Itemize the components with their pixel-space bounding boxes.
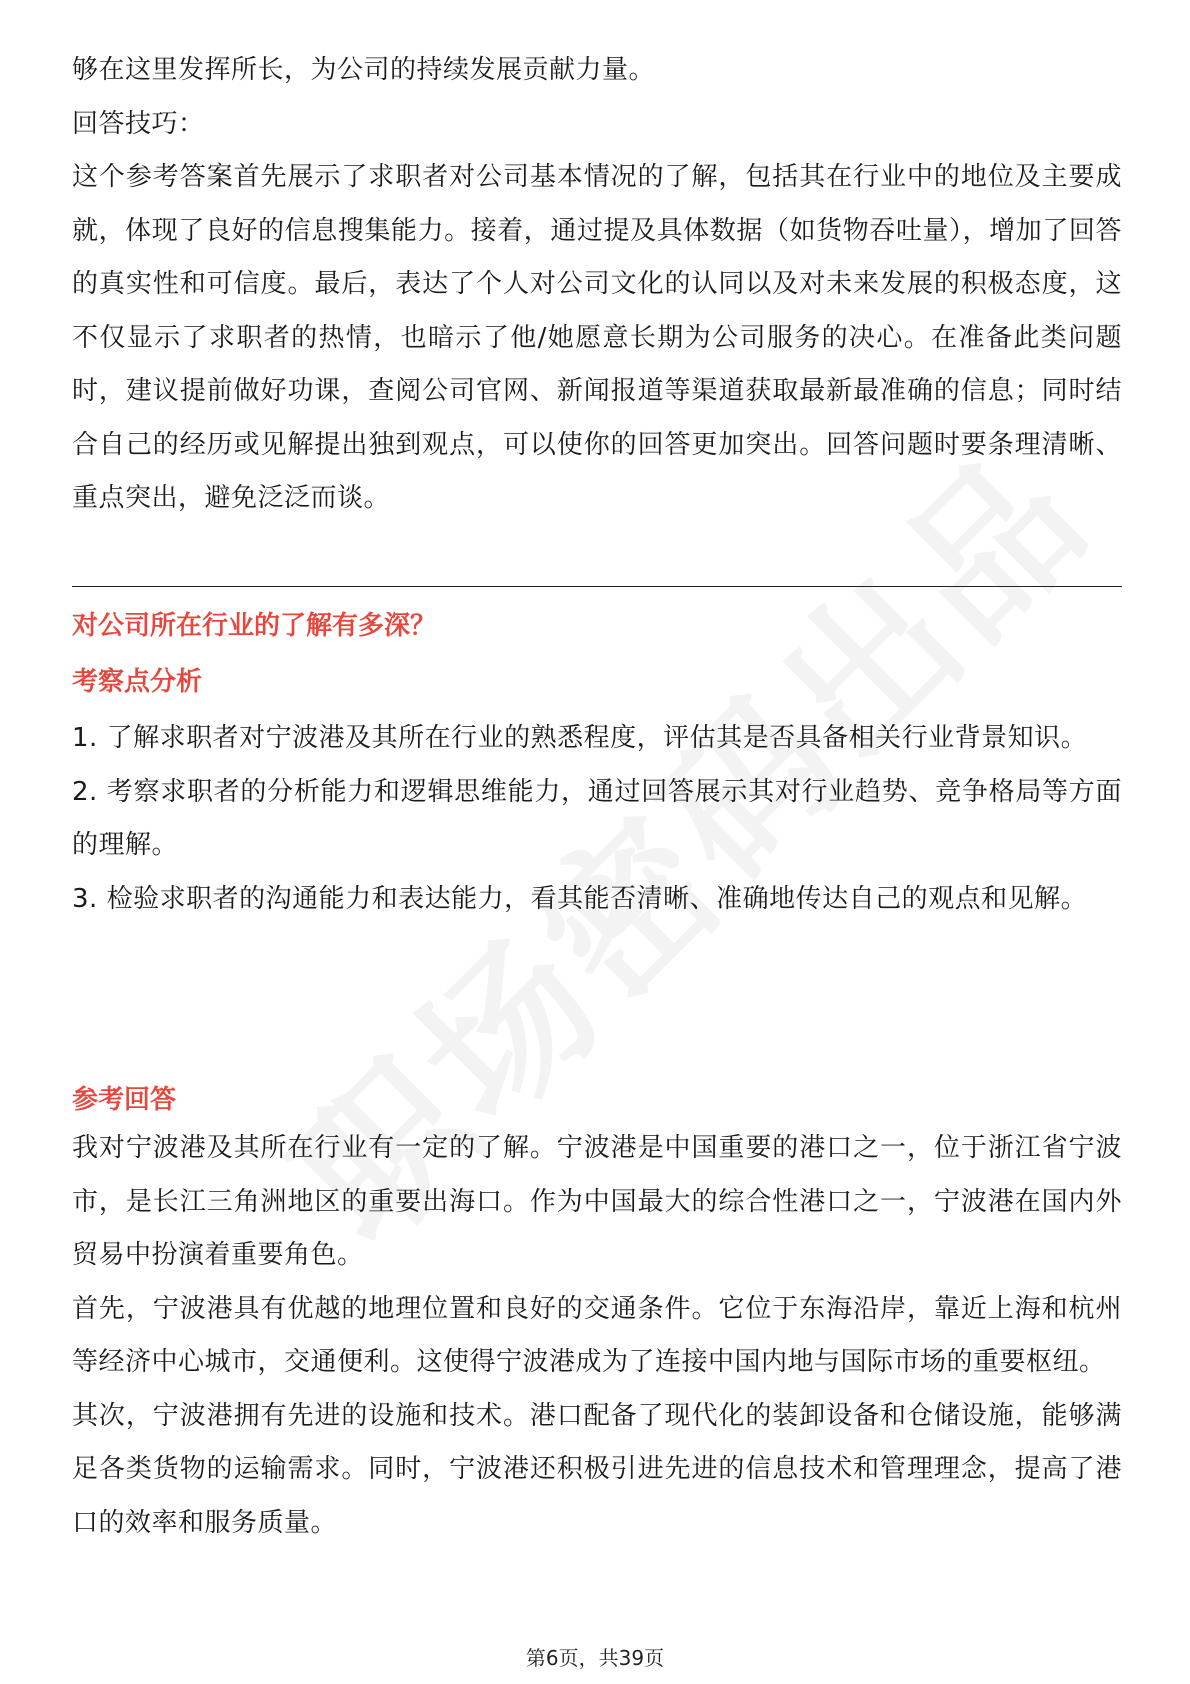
answer-heading: 参考回答 [72, 1085, 177, 1115]
tips-paragraph: 这个参考答案首先展示了求职者对公司基本情况的了解，包括其在行业中的地位及主要成就，体现了良好的信息搜集能力。接着，通过提及具体数据（如货物吞吐量），增加了回答的真实性和可信度。最后，表达了个人对公司文化的认同以及对未来发展的积极态度，这不仅显示了求职者的热情，也暗示了他/她愿意长期为公司服务的决心。在准备此类问题时，建议提前做好功课，查阅公司官网、新闻报道等渠道获取最新最准确的信息；同时结合自己的经历或见解提出独到观点，可以使你的回答更加突出。回答问题时要条理清晰、重点突出，避免泛泛而谈。 [72, 162, 1122, 513]
analysis-item: 3. 检验求职者的沟通能力和表达能力，看其能否清晰、准确地传达自己的观点和见解。 [72, 883, 1088, 914]
analysis-heading: 考察点分析 [72, 667, 203, 697]
question-heading: 对公司所在行业的了解有多深？ [72, 611, 437, 641]
paragraph-continuation: 够在这里发挥所长，为公司的持续发展贡献力量。 [72, 55, 656, 85]
analysis-list [72, 712, 1122, 926]
tips-label: 回答技巧： [72, 108, 205, 139]
section-divider [72, 586, 1122, 587]
top-section [72, 44, 1122, 526]
answer-paragraph: 首先，宁波港具有优越的地理位置和良好的交通条件。它位于东海沿岸，靠近上海和杭州等经济中心城市，交通便利。这使得宁波港成为了连接中国内地与国际市场的重要枢纽。 [72, 1293, 1122, 1377]
analysis-item: 1. 了解求职者对宁波港及其所在行业的熟悉程度，评估其是否具备相关行业背景知识。 [72, 723, 1088, 753]
answer-paragraph: 其次，宁波港拥有先进的设施和技术。港口配备了现代化的装卸设备和仓储设施，能够满足各类货物的运输需求。同时，宁波港还积极引进先进的信息技术和管理理念，提高了港口的效率和服务质量。 [72, 1400, 1122, 1538]
answer-body [72, 1122, 1122, 1550]
answer-paragraph: 我对宁波港及其所在行业有一定的了解。宁波港是中国重要的港口之一，位于浙江省宁波市，是长江三角洲地区的重要出海口。作为中国最大的综合性港口之一，宁波港在国内外贸易中扮演着重要角色。 [72, 1133, 1122, 1270]
page-number: 第6页，共39页 [525, 1646, 665, 1670]
analysis-item: 2. 考察求职者的分析能力和逻辑思维能力，通过回答展示其对行业趋势、竞争格局等方面的理解。 [72, 776, 1122, 860]
